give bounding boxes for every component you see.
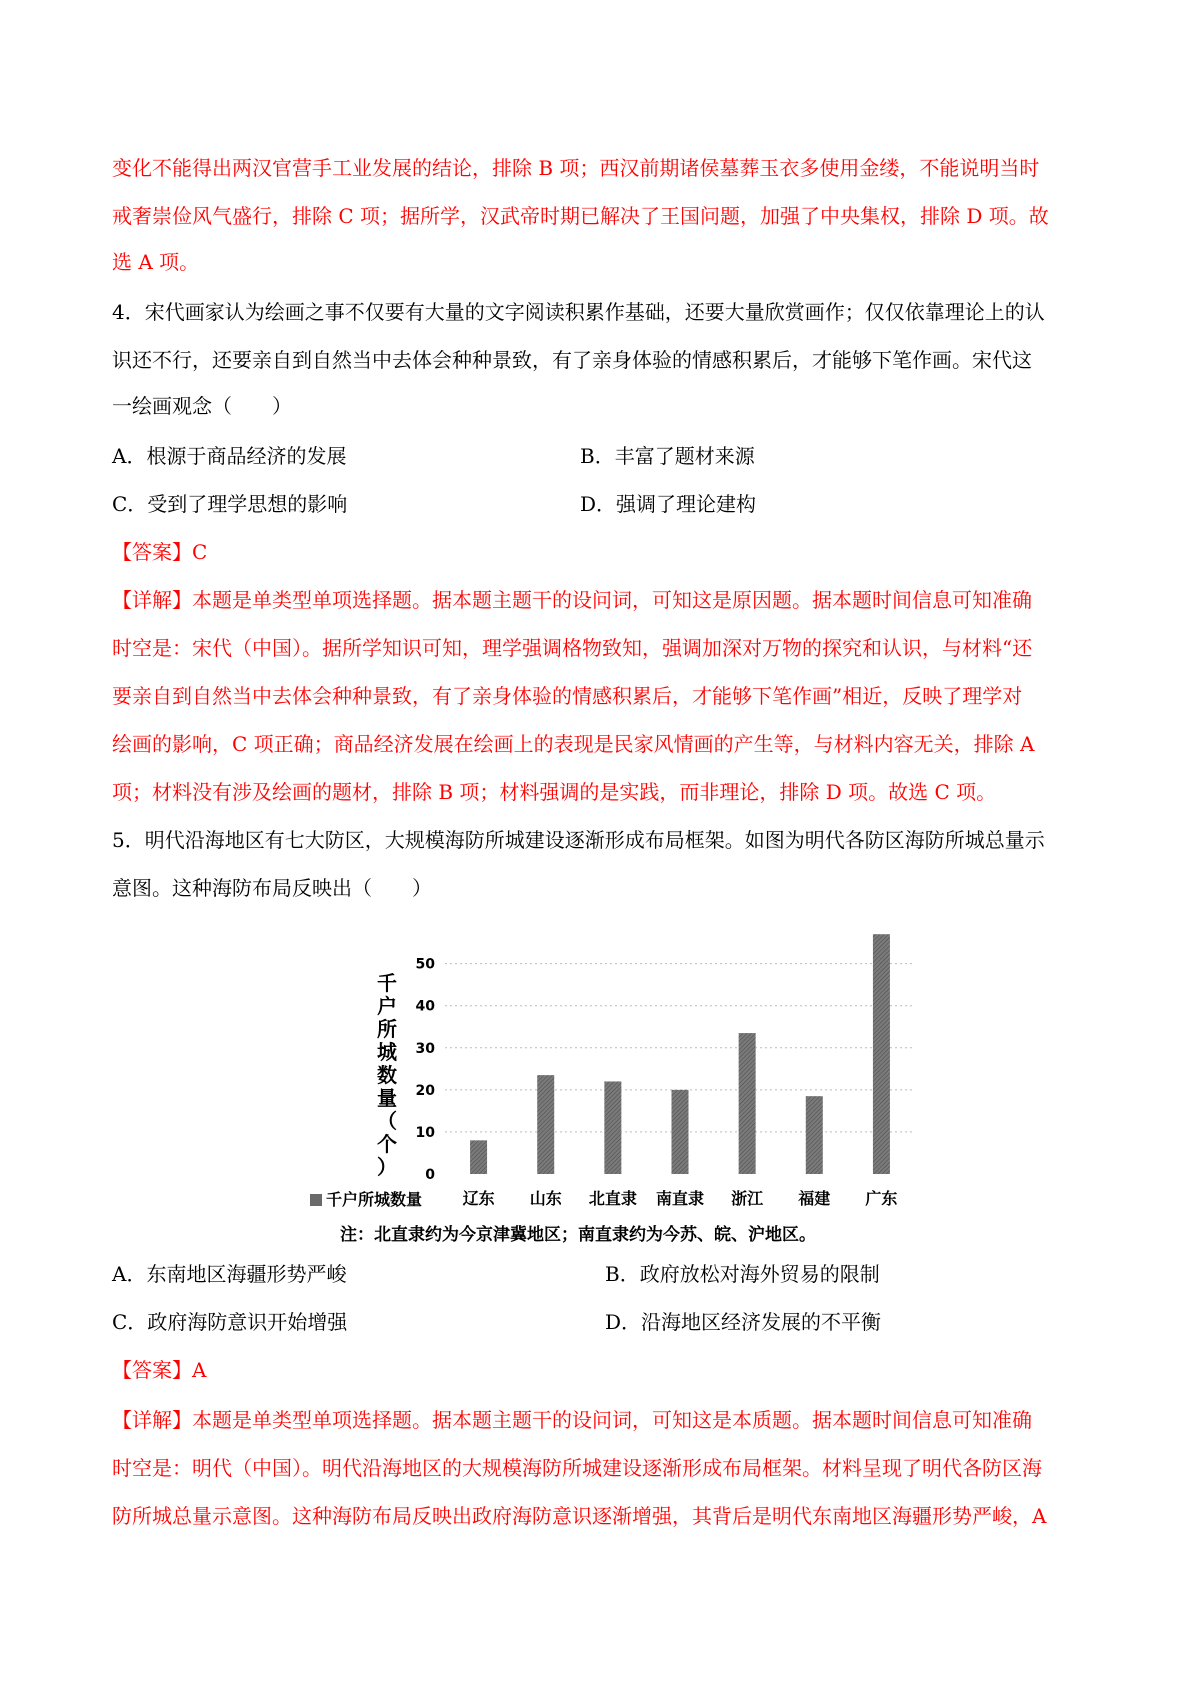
y-tick-label: 20 [415,1082,435,1099]
q5-explanation-line-1: 【详解】本题是单类型单项选择题。据本题主题干的设问词，可知这是本质题。据本题时间信息可知准确 [112,1408,1032,1432]
q3-explanation-line-1: 变化不能得出两汉官营手工业发展的结论，排除 B 项；西汉前期诸侯墓葬玉衣多使用金缕，不能说明当时 [112,156,1040,180]
y-label-char: 量 [377,1086,397,1110]
x-tick-label: 山东 [529,1189,562,1208]
x-tick-label: 福建 [798,1189,831,1208]
y-tick-label: 0 [425,1167,435,1183]
bar-6 [806,1096,823,1174]
y-label-char: 城 [377,1040,397,1064]
q5-explanation-line-2: 时空是：明代（中国）。明代沿海地区的大规模海防所城建设逐渐形成布局框架。材料呈现了明代各防区海 [112,1456,1042,1480]
q4-option-c: C．受到了理学思想的影响 [112,492,348,516]
q5-option-c: C．政府海防意识开始增强 [112,1310,348,1334]
q4-option-b: B．丰富了题材来源 [580,444,755,468]
y-tick-label: 40 [415,998,435,1015]
y-tick-label: 30 [415,1040,435,1057]
q5-answer: 【答案】A [112,1358,207,1382]
bar-7 [873,934,890,1174]
coastal-fort-bar-chart [300,920,920,1250]
q4-explanation-line-1: 【详解】本题是单类型单项选择题。据本题主题干的设问词，可知这是原因题。据本题时间信息可知准确 [112,588,1032,612]
q4-explanation-line-4: 绘画的影响，C 项正确；商品经济发展在绘画上的表现是民家风情画的产生等，与材料内容无关，排除 A [112,732,1035,756]
q4-stem-line-3: 一绘画观念（ ） [112,394,292,418]
q4-explanation-line-5: 项；材料没有涉及绘画的题材，排除 B 项；材料强调的是实践，而非理论，排除 D 项。故选 C 项。 [112,780,997,804]
bar-2 [537,1075,554,1174]
y-label-char: 千 [377,971,397,995]
q3-explanation-line-3: 选 A 项。 [112,250,200,274]
q5-option-a: A．东南地区海疆形势严峻 [112,1262,347,1286]
x-tick-label: 浙江 [731,1189,764,1208]
y-label-char: 数 [377,1063,397,1087]
bar-3 [604,1081,621,1174]
y-label-char: 户 [377,994,397,1018]
y-label-char: 所 [377,1017,397,1041]
q4-option-a: A．根源于商品经济的发展 [112,444,347,468]
q4-answer: 【答案】C [112,540,208,564]
q5-option-b: B．政府放松对海外贸易的限制 [605,1262,880,1286]
legend-swatch [310,1194,322,1206]
q4-stem-line-1: 4．宋代画家认为绘画之事不仅要有大量的文字阅读积累作基础，还要大量欣赏画作；仅仅依靠理论上的认 [112,300,1045,324]
y-label-char: （ [377,1109,397,1133]
q5-explanation-line-3: 防所城总量示意图。这种海防布局反映出政府海防意识逐渐增强，其背后是明代东南地区海疆形势严峻，A [112,1504,1047,1528]
bar-4 [672,1090,689,1174]
x-tick-label: 辽东 [462,1189,495,1208]
y-tick-label: 10 [415,1124,435,1141]
x-tick-label: 南直隶 [655,1189,705,1208]
bar-5 [739,1033,756,1174]
x-tick-label: 广东 [865,1189,898,1208]
q4-stem-line-2: 识还不行，还要亲自到自然当中去体会种种景致，有了亲身体验的情感积累后，才能够下笔作画。宋代这 [112,348,1032,372]
q5-stem-line-2: 意图。这种海防布局反映出（ ） [112,876,432,900]
y-label-char: 个 [377,1132,397,1156]
q5-option-d: D．沿海地区经济发展的不平衡 [605,1310,882,1334]
y-label-char: ） [377,1155,397,1179]
q3-explanation-line-2: 戒奢崇俭风气盛行，排除 C 项；据所学，汉武帝时期已解决了王国问题，加强了中央集权，排除 D 项。故 [112,204,1049,228]
q4-explanation-line-3: 要亲自到自然当中去体会种种景致，有了亲身体验的情感积累后，才能够下笔作画”相近，反映了理学对 [112,684,1023,708]
chart-y-axis-label [375,972,399,1179]
legend-label: 千户所城数量 [326,1190,423,1209]
q4-explanation-line-2: 时空是：宋代（中国）。据所学知识可知，理学强调格物致知，强调加深对万物的探究和认识，与材料“还 [112,636,1033,660]
q5-stem-line-1: 5．明代沿海地区有七大防区，大规模海防所城建设逐渐形成布局框架。如图为明代各防区海防所城总量示 [112,828,1045,852]
q4-option-d: D．强调了理论建构 [580,492,757,516]
chart-note: 注：北直隶约为今京津冀地区；南直隶约为今苏、皖、沪地区。 [340,1225,816,1245]
y-tick-label: 50 [415,956,435,973]
x-tick-label: 北直隶 [588,1189,637,1208]
bar-1 [470,1140,487,1174]
